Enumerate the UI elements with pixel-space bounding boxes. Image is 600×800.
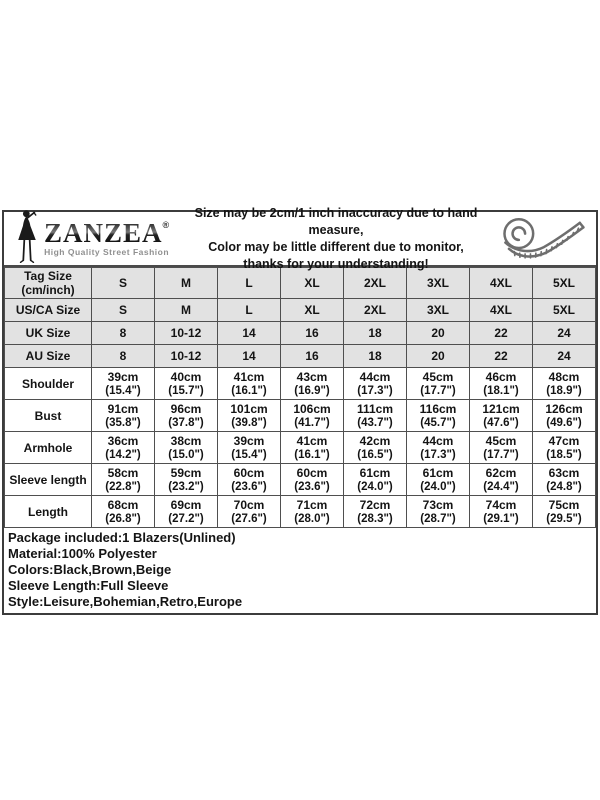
tape-measure-icon xyxy=(488,213,596,265)
disclaimer-line-1: Size may be 2cm/1 inch inaccuracy due to hand measure, xyxy=(194,205,478,237)
brand-tagline: High Quality Street Fashion xyxy=(44,247,170,258)
size-header-cell: S xyxy=(92,268,155,299)
table-row-us-ca xyxy=(5,299,596,322)
table-cell: 45cm (17.7") xyxy=(470,432,533,464)
size-table xyxy=(4,267,596,528)
table-cell: XL xyxy=(281,299,344,322)
table-cell: 4XL xyxy=(470,299,533,322)
table-cell: 41cm (16.1") xyxy=(218,368,281,400)
table-cell: 18 xyxy=(344,345,407,368)
table-cell: 42cm (16.5") xyxy=(344,432,407,464)
table-cell: 47cm (18.5") xyxy=(533,432,596,464)
table-cell: 44cm (17.3") xyxy=(407,432,470,464)
table-cell: 18 xyxy=(344,322,407,345)
table-cell: 126cm (49.6") xyxy=(533,400,596,432)
table-cell: 69cm (27.2") xyxy=(155,496,218,528)
table-cell: 39cm (15.4") xyxy=(92,368,155,400)
table-cell: 46cm (18.1") xyxy=(470,368,533,400)
size-header-cell: XL xyxy=(281,268,344,299)
brand-name: ZANZEA xyxy=(44,218,163,249)
row-label-uk: UK Size xyxy=(5,322,92,345)
table-cell: 43cm (16.9") xyxy=(281,368,344,400)
table-cell: 61cm (24.0") xyxy=(344,464,407,496)
detail-material: Material:100% Polyester xyxy=(8,546,157,561)
detail-package: Package included:1 Blazers(Unlined) xyxy=(8,530,236,545)
table-cell: 75cm (29.5") xyxy=(533,496,596,528)
table-cell: 2XL xyxy=(344,299,407,322)
row-label-armhole: Armhole xyxy=(5,432,92,464)
table-cell: 22 xyxy=(470,345,533,368)
size-header-cell: 4XL xyxy=(470,268,533,299)
woman-silhouette-icon xyxy=(12,209,42,268)
table-row-sleeve-length xyxy=(5,464,596,496)
size-header-cell: 2XL xyxy=(344,268,407,299)
table-cell: S xyxy=(92,299,155,322)
table-cell: 8 xyxy=(92,322,155,345)
table-row-au xyxy=(5,345,596,368)
table-row-uk xyxy=(5,322,596,345)
table-cell: 10-12 xyxy=(155,345,218,368)
table-cell: 101cm (39.8") xyxy=(218,400,281,432)
table-cell: 106cm (41.7") xyxy=(281,400,344,432)
table-cell: 63cm (24.8") xyxy=(533,464,596,496)
table-cell: 5XL xyxy=(533,299,596,322)
table-cell: 60cm (23.6") xyxy=(218,464,281,496)
table-cell: 40cm (15.7") xyxy=(155,368,218,400)
table-cell: 41cm (16.1") xyxy=(281,432,344,464)
table-cell: 24 xyxy=(533,345,596,368)
product-details xyxy=(4,528,596,613)
table-cell: 44cm (17.3") xyxy=(344,368,407,400)
table-row-armhole xyxy=(5,432,596,464)
row-label-tag-size: Tag Size (cm/inch) xyxy=(5,268,92,299)
table-cell: 48cm (18.9") xyxy=(533,368,596,400)
table-row-bust xyxy=(5,400,596,432)
table-cell: 58cm (22.8") xyxy=(92,464,155,496)
table-row-shoulder xyxy=(5,368,596,400)
table-cell: 111cm (43.7") xyxy=(344,400,407,432)
registered-trademark: ® xyxy=(162,220,170,231)
table-cell: 45cm (17.7") xyxy=(407,368,470,400)
table-cell: 16 xyxy=(281,322,344,345)
brand-text-block xyxy=(44,220,169,257)
disclaimer-line-2: Color may be little different due to monitor, xyxy=(208,239,464,254)
table-cell: 59cm (23.2") xyxy=(155,464,218,496)
detail-style: Style:Leisure,Bohemian,Retro,Europe xyxy=(8,594,243,609)
row-label-us-ca: US/CA Size xyxy=(5,299,92,322)
table-cell: 68cm (26.8") xyxy=(92,496,155,528)
table-cell: M xyxy=(155,299,218,322)
table-cell: 73cm (28.7") xyxy=(407,496,470,528)
table-cell: 70cm (27.6") xyxy=(218,496,281,528)
disclaimer-line-3: thanks for your understanding! xyxy=(243,256,429,271)
table-cell: 96cm (37.8") xyxy=(155,400,218,432)
table-cell: 8 xyxy=(92,345,155,368)
detail-colors: Colors:Black,Brown,Beige xyxy=(8,562,172,577)
table-cell: 72cm (28.3") xyxy=(344,496,407,528)
table-cell: 74cm (29.1") xyxy=(470,496,533,528)
row-label-shoulder: Shoulder xyxy=(5,368,92,400)
table-cell: 3XL xyxy=(407,299,470,322)
table-cell: 60cm (23.6") xyxy=(281,464,344,496)
row-label-au: AU Size xyxy=(5,345,92,368)
table-cell: 62cm (24.4") xyxy=(470,464,533,496)
header-band xyxy=(4,205,596,271)
table-cell: 16 xyxy=(281,345,344,368)
table-cell: 14 xyxy=(218,322,281,345)
table-cell: L xyxy=(218,299,281,322)
table-cell: 116cm (45.7") xyxy=(407,400,470,432)
detail-sleeve-length: Sleeve Length:Full Sleeve xyxy=(8,578,169,593)
size-header-cell: L xyxy=(218,268,281,299)
table-cell: 121cm (47.6") xyxy=(470,400,533,432)
table-cell: 20 xyxy=(407,322,470,345)
size-header-cell: 3XL xyxy=(407,268,470,299)
row-label-sleeve-length: Sleeve length xyxy=(5,464,92,496)
size-header-cell: M xyxy=(155,268,218,299)
row-label-length: Length xyxy=(5,496,92,528)
size-header-cell: 5XL xyxy=(533,268,596,299)
table-row-length xyxy=(5,496,596,528)
size-chart-sheet xyxy=(2,205,598,615)
table-cell: 20 xyxy=(407,345,470,368)
table-cell: 71cm (28.0") xyxy=(281,496,344,528)
row-label-bust: Bust xyxy=(5,400,92,432)
brand-logo xyxy=(4,209,184,268)
table-cell: 22 xyxy=(470,322,533,345)
table-cell: 38cm (15.0") xyxy=(155,432,218,464)
size-disclaimer xyxy=(184,205,488,273)
table-cell: 24 xyxy=(533,322,596,345)
table-cell: 10-12 xyxy=(155,322,218,345)
table-cell: 39cm (15.4") xyxy=(218,432,281,464)
table-cell: 36cm (14.2") xyxy=(92,432,155,464)
table-cell: 91cm (35.8") xyxy=(92,400,155,432)
table-cell: 14 xyxy=(218,345,281,368)
table-cell: 61cm (24.0") xyxy=(407,464,470,496)
